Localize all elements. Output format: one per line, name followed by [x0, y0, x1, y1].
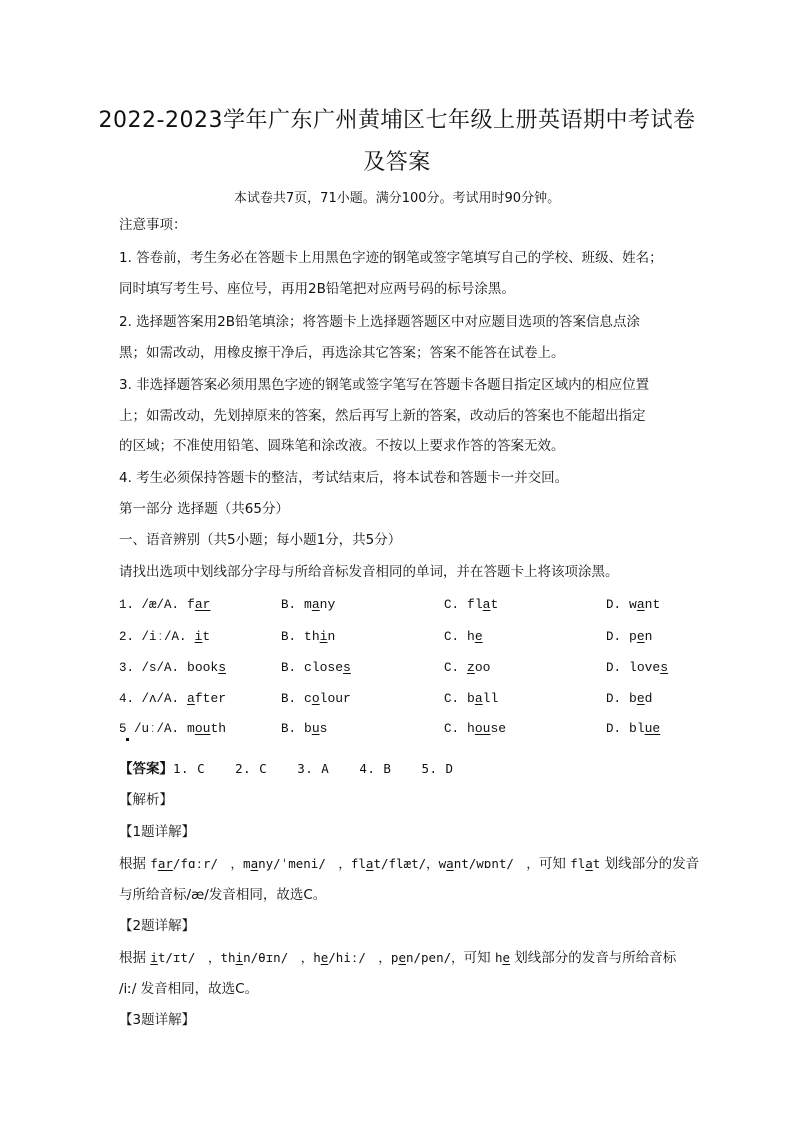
- option-d: [606, 720, 660, 736]
- underlined-word: pen: [629, 629, 653, 644]
- question-stem: 3. /s/: [119, 661, 165, 675]
- option-c: [444, 659, 490, 675]
- option-letter: C.: [444, 661, 460, 675]
- exam-info: 本试卷共7页，71小题。满分100分。考试用时90分钟。: [233, 191, 561, 206]
- underlined-word: mouth: [187, 721, 227, 736]
- option-a: [119, 690, 226, 706]
- underlined-word: want: [629, 597, 661, 612]
- notice-item: 黑；如需改动，用橡皮擦干净后，再选涂其它答案；答案不能答在试卷上。: [119, 345, 565, 361]
- option-letter: C.: [444, 598, 460, 612]
- option-letter: D.: [606, 661, 622, 675]
- notice-item: 上；如需改动，先划掉原来的答案，然后再写上新的答案，改动后的答案也不能超出指定: [119, 408, 646, 424]
- answer-line: [119, 760, 454, 778]
- question-row: [119, 720, 679, 738]
- explanation-line: 根据 it/ɪt/ ，thin/θɪn/ ，he/hiː/ ，pen/pen/，可知 he 划线部分的发音与所给音标: [119, 950, 677, 966]
- option-letter: B.: [281, 692, 297, 706]
- underlined-word: it/ɪt/ ，: [150, 950, 221, 965]
- underlined-word: bus: [304, 721, 328, 736]
- underlined-word: many/ˈmeni/ ，: [243, 856, 351, 871]
- underlined-word: it: [194, 629, 211, 644]
- option-letter: B.: [281, 722, 297, 736]
- option-d: [606, 596, 660, 612]
- option-b: [281, 659, 351, 675]
- option-a: [119, 596, 210, 612]
- option-c: [444, 690, 498, 706]
- notice-item: 3. 非选择题答案必须用黑色字迹的钢笔或签字笔写在答题卡各题目指定区域内的相应位置: [119, 377, 650, 393]
- answer-item: 3. A: [297, 761, 330, 776]
- option-letter: D.: [606, 598, 622, 612]
- question-row: [119, 659, 679, 677]
- document-title-line2: 及答案: [363, 150, 431, 175]
- notice-item: 2. 选择题答案用2B铅笔填涂；将答题卡上选择题答题区中对应题目选项的答案信息点涂: [119, 314, 641, 330]
- option-a: [119, 659, 226, 675]
- underlined-word: far/fɑːr/ ，: [150, 856, 244, 871]
- notice-item: 1. 答卷前，考生务必在答题卡上用黑色字迹的钢笔或签字笔填写自己的学校、班级、姓名；: [119, 250, 663, 266]
- explanation-line: 根据 far/fɑːr/ ，many/ˈmeni/ ，flat/flæt/，want/wɒnt/ ，可知 flat 划线部分的发音: [119, 856, 700, 872]
- option-b: [281, 690, 351, 706]
- question-stem: 4. /ʌ/: [119, 692, 165, 706]
- underlined-word: he/hiː/ ，: [313, 950, 391, 965]
- part-heading: 第一部分 选择题（共65分）: [119, 501, 289, 517]
- underlined-word: after: [187, 691, 227, 706]
- option-b: [281, 720, 327, 736]
- question-stem: 1. /æ/: [119, 598, 165, 612]
- option-c: [444, 628, 483, 644]
- question-row: [119, 628, 679, 646]
- option-d: [606, 628, 652, 644]
- underlined-word: loves: [629, 660, 669, 675]
- underlined-word: books: [187, 660, 227, 675]
- underlined-word: flat/flæt/，: [350, 856, 439, 871]
- option-letter: A.: [164, 692, 180, 706]
- section-heading: 一、语音辨别（共5小题；每小题1分，共5分）: [119, 532, 402, 548]
- option-letter: B.: [281, 661, 297, 675]
- option-letter: C.: [444, 692, 460, 706]
- underlined-word: pen/pen/，: [390, 950, 464, 965]
- explanation-heading: 【3题详解】: [119, 1012, 196, 1028]
- notice-item: 同时填写考生号、座位号，再用2B铅笔把对应两号码的标号涂黑。: [119, 281, 515, 297]
- option-b: [281, 596, 335, 612]
- option-letter: A.: [171, 630, 187, 644]
- option-c: [444, 596, 498, 612]
- underlined-word: zoo: [467, 660, 491, 675]
- underlined-word: ball: [467, 691, 499, 706]
- explanation-line: /iː/ 发音相同，故选C。: [119, 981, 259, 997]
- underlined-word: he: [467, 629, 483, 644]
- notice-heading: 注意事项：: [119, 217, 187, 233]
- option-d: [606, 690, 652, 706]
- answer-item: 5. D: [421, 761, 454, 776]
- underlined-word: flat: [467, 597, 499, 612]
- option-c: [444, 720, 506, 736]
- underlined-word: bed: [629, 691, 653, 706]
- underlined-word: he: [494, 950, 510, 965]
- option-a: [119, 628, 210, 644]
- underlined-word: thin: [304, 629, 336, 644]
- option-letter: D.: [606, 630, 622, 644]
- stray-dot: [126, 738, 129, 741]
- answer-item: 1. C: [173, 761, 206, 776]
- underlined-word: far: [187, 597, 211, 612]
- underlined-word: blue: [629, 721, 661, 736]
- underlined-word: want/wɒnt/ ，: [438, 856, 539, 871]
- option-b: [281, 628, 335, 644]
- question-row: [119, 690, 679, 708]
- underlined-word: flat: [570, 856, 601, 871]
- underlined-word: thin/θɪn/ ，: [220, 950, 314, 965]
- explanation-heading: 【1题详解】: [119, 824, 196, 840]
- underlined-word: closes: [304, 660, 351, 675]
- notice-item: 4. 考生必须保持答题卡的整洁，考试结束后，将本试卷和答题卡一并交回。: [119, 470, 569, 486]
- answer-item: 2. C: [235, 761, 268, 776]
- option-letter: C.: [444, 630, 460, 644]
- document-title-line1: 2022-2023学年广东广州黄埔区七年级上册英语期中考试卷: [98, 108, 696, 133]
- option-letter: C.: [444, 722, 460, 736]
- option-letter: A.: [164, 598, 180, 612]
- option-letter: D.: [606, 692, 622, 706]
- option-letter: B.: [281, 598, 297, 612]
- question-stem: 2. /iː/: [119, 630, 172, 644]
- instruction-text: 请找出选项中划线部分字母与所给音标发音相同的单词，并在答题卡上将该项涂黑。: [119, 564, 619, 580]
- question-row: [119, 596, 679, 614]
- option-letter: A.: [164, 722, 180, 736]
- answer-item: 4. B: [359, 761, 392, 776]
- question-stem: 5 /uː/: [119, 722, 165, 736]
- notice-item: 的区域；不准使用铅笔、圆珠笔和涂改液。不按以上要求作答的答案无效。: [119, 438, 565, 454]
- underlined-word: many: [304, 597, 336, 612]
- answer-label: 【答案】: [119, 761, 173, 777]
- option-a: [119, 720, 226, 736]
- option-d: [606, 659, 668, 675]
- underlined-word: colour: [304, 691, 351, 706]
- option-letter: B.: [281, 630, 297, 644]
- underlined-word: house: [467, 721, 507, 736]
- analysis-label: 【解析】: [119, 792, 173, 808]
- option-letter: D.: [606, 722, 622, 736]
- option-letter: A.: [164, 661, 180, 675]
- explanation-line: 与所给音标/æ/发音相同，故选C。: [119, 887, 327, 903]
- explanation-heading: 【2题详解】: [119, 918, 196, 934]
